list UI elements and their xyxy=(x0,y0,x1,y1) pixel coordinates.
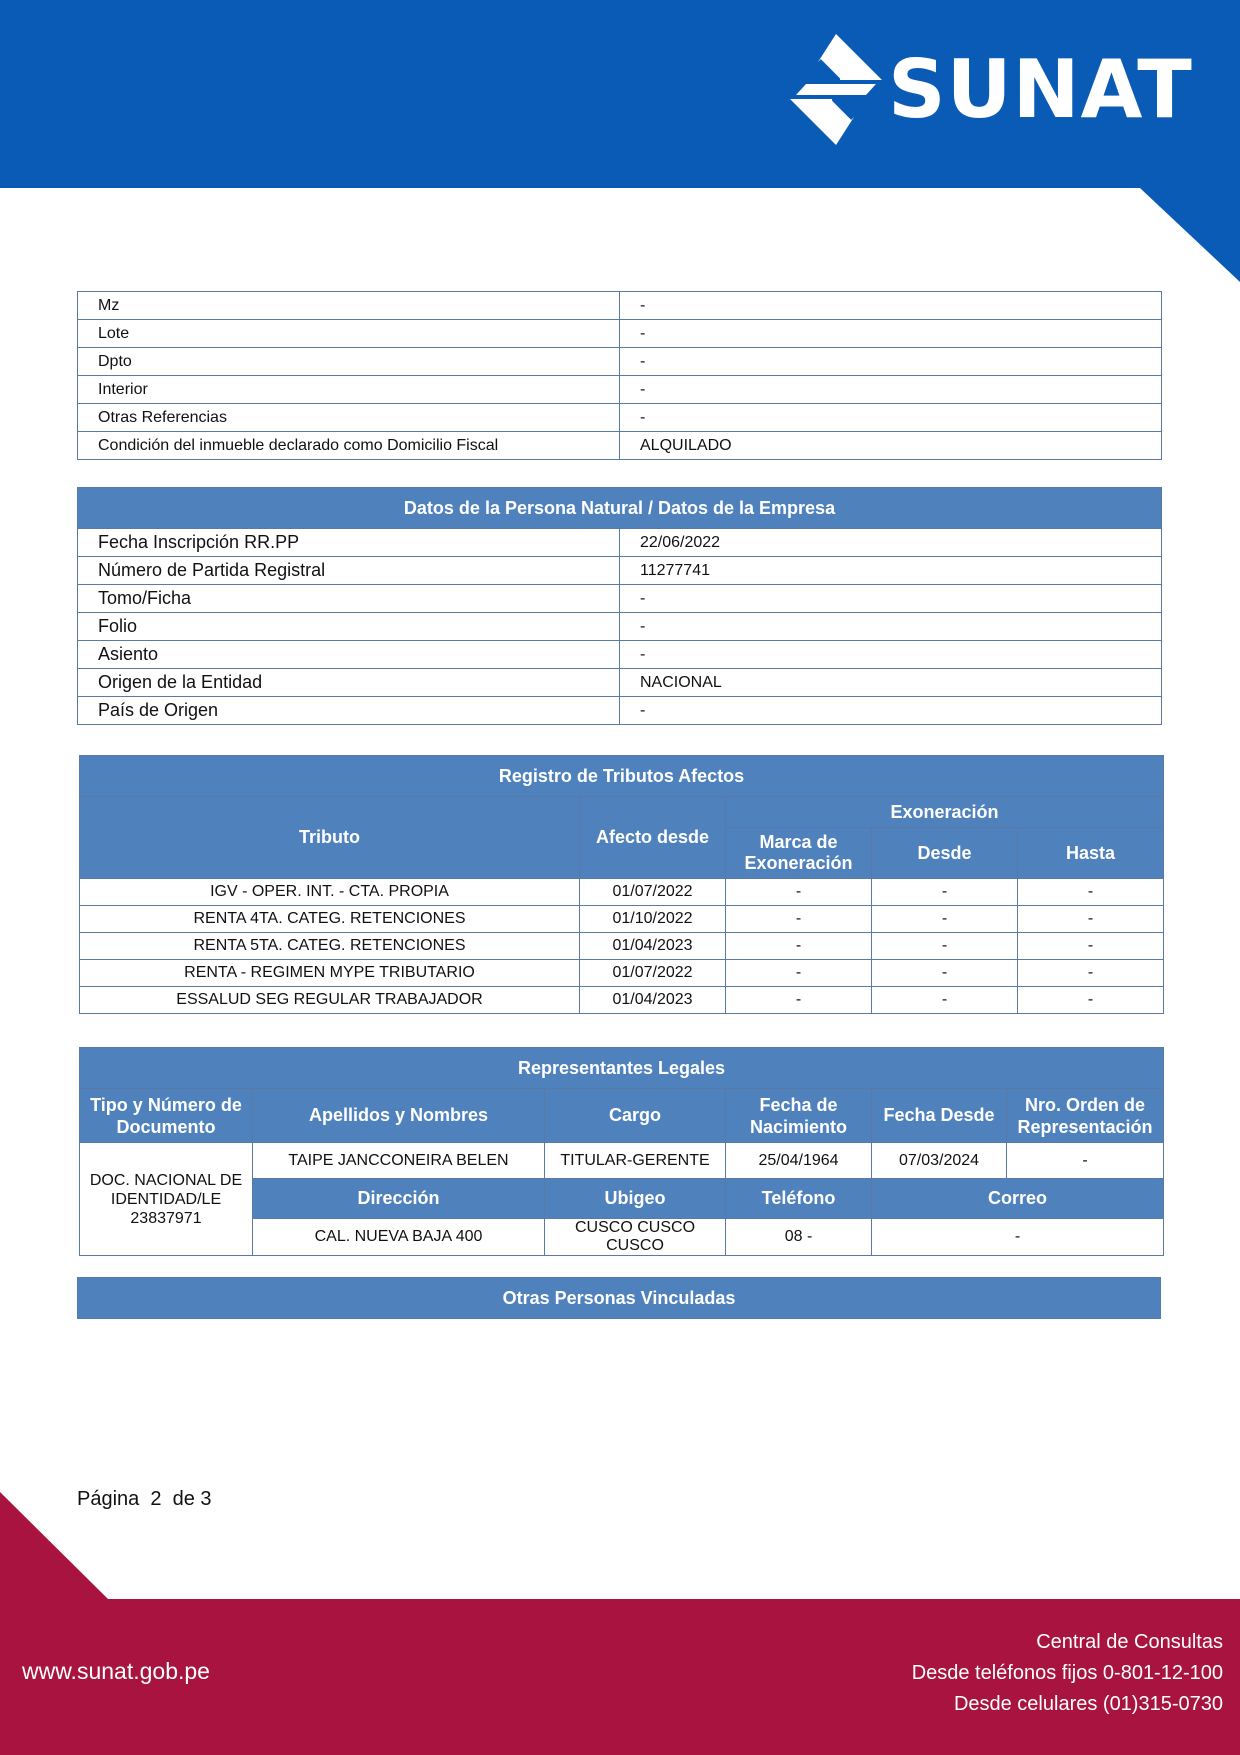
otras-title: Otras Personas Vinculadas xyxy=(78,1278,1161,1319)
hasta-cell: - xyxy=(1018,987,1164,1014)
nro-orden-cell: - xyxy=(1007,1143,1164,1179)
table-row xyxy=(78,529,1162,557)
row-value: - xyxy=(620,376,1162,404)
row-label: Lote xyxy=(78,320,620,348)
table-row xyxy=(78,669,1162,697)
persona-table xyxy=(77,487,1162,725)
col-header-hasta: Hasta xyxy=(1018,828,1164,879)
afecto-cell: 01/07/2022 xyxy=(580,960,726,987)
row-label: Dpto xyxy=(78,348,620,376)
tributo-cell: RENTA 4TA. CATEG. RETENCIONES xyxy=(80,906,580,933)
table-row xyxy=(78,697,1162,725)
persona-title: Datos de la Persona Natural / Datos de la Empresa xyxy=(78,488,1162,529)
row-value: - xyxy=(620,320,1162,348)
direccion-cell: CAL. NUEVA BAJA 400 xyxy=(253,1219,545,1256)
correo-cell: - xyxy=(872,1219,1164,1256)
hasta-cell: - xyxy=(1018,879,1164,906)
row-label: Interior xyxy=(78,376,620,404)
row-label: Otras Referencias xyxy=(78,404,620,432)
afecto-cell: 01/04/2023 xyxy=(580,933,726,960)
row-label: País de Origen xyxy=(78,697,620,725)
afecto-cell: 01/07/2022 xyxy=(580,879,726,906)
table-row xyxy=(78,641,1162,669)
row-value: - xyxy=(620,292,1162,320)
table-row xyxy=(78,376,1162,404)
marca-cell: - xyxy=(726,879,872,906)
row-value: 22/06/2022 xyxy=(620,529,1162,557)
row-label: Fecha Inscripción RR.PP xyxy=(78,529,620,557)
table-row xyxy=(78,557,1162,585)
table-row xyxy=(78,613,1162,641)
desde-cell: - xyxy=(872,987,1018,1014)
tributo-cell: RENTA - REGIMEN MYPE TRIBUTARIO xyxy=(80,960,580,987)
col-header-ubigeo: Ubigeo xyxy=(545,1179,726,1219)
row-label: Mz xyxy=(78,292,620,320)
sunat-logo xyxy=(788,32,1193,147)
col-header-nro-orden: Nro. Orden de Representación xyxy=(1007,1089,1164,1143)
table-row xyxy=(78,432,1162,460)
table-row xyxy=(80,933,1164,960)
hasta-cell: - xyxy=(1018,960,1164,987)
row-label: Asiento xyxy=(78,641,620,669)
ubigeo-cell: CUSCO CUSCO CUSCO xyxy=(545,1219,726,1256)
table-row xyxy=(80,879,1164,906)
row-value: - xyxy=(620,613,1162,641)
row-label: Tomo/Ficha xyxy=(78,585,620,613)
row-value: ALQUILADO xyxy=(620,432,1162,460)
fecha-desde-cell: 07/03/2024 xyxy=(872,1143,1007,1179)
table-row xyxy=(80,960,1164,987)
hasta-cell: - xyxy=(1018,933,1164,960)
col-header-tipo-doc: Tipo y Número de Documento xyxy=(80,1089,253,1143)
footer-url-link[interactable]: www.sunat.gob.pe xyxy=(22,1658,210,1684)
marca-cell: - xyxy=(726,933,872,960)
col-header-fecha-nac: Fecha de Nacimiento xyxy=(726,1089,872,1143)
row-value: - xyxy=(620,348,1162,376)
logo-text: SUNAT xyxy=(888,42,1193,136)
fecha-nac-cell: 25/04/1964 xyxy=(726,1143,872,1179)
col-header-telefono: Teléfono xyxy=(726,1179,872,1219)
marca-cell: - xyxy=(726,960,872,987)
footer-contact xyxy=(912,1627,1223,1720)
col-header-direccion: Dirección xyxy=(253,1179,545,1219)
col-header-apellidos: Apellidos y Nombres xyxy=(253,1089,545,1143)
table-row xyxy=(78,292,1162,320)
footer-line: Central de Consultas xyxy=(1036,1631,1223,1653)
col-header-tributo: Tributo xyxy=(80,797,580,879)
row-label: Folio xyxy=(78,613,620,641)
row-value: - xyxy=(620,404,1162,432)
desde-cell: - xyxy=(872,960,1018,987)
footer-line: Desde celulares (01)315-0730 xyxy=(953,1693,1223,1715)
table-row xyxy=(78,348,1162,376)
row-label: Origen de la Entidad xyxy=(78,669,620,697)
representantes-title: Representantes Legales xyxy=(80,1048,1164,1089)
col-header-desde: Desde xyxy=(872,828,1018,879)
desde-cell: - xyxy=(872,933,1018,960)
footer-line: Desde teléfonos fijos 0-801-12-100 xyxy=(911,1662,1223,1684)
marca-cell: - xyxy=(726,987,872,1014)
row-value: - xyxy=(620,641,1162,669)
domicilio-table xyxy=(77,291,1162,460)
table-row xyxy=(78,585,1162,613)
cargo-cell: TITULAR-GERENTE xyxy=(545,1143,726,1179)
desde-cell: - xyxy=(872,879,1018,906)
col-header-exoneracion: Exoneración xyxy=(726,797,1164,828)
otras-personas-table xyxy=(77,1277,1161,1319)
apellidos-cell: TAIPE JANCCONEIRA BELEN xyxy=(253,1143,545,1179)
col-header-afecto-desde: Afecto desde xyxy=(580,797,726,879)
table-row xyxy=(80,987,1164,1014)
row-label: Condición del inmueble declarado como Domicilio Fiscal xyxy=(78,432,620,460)
row-label: Número de Partida Registral xyxy=(78,557,620,585)
representantes-table xyxy=(79,1047,1164,1256)
tributo-cell: IGV - OPER. INT. - CTA. PROPIA xyxy=(80,879,580,906)
desde-cell: - xyxy=(872,906,1018,933)
row-value: 11277741 xyxy=(620,557,1162,585)
tipo-doc-cell: DOC. NACIONAL DE IDENTIDAD/LE 23837971 xyxy=(80,1143,253,1256)
table-row xyxy=(78,320,1162,348)
tributos-title: Registro de Tributos Afectos xyxy=(80,756,1164,797)
sunat-logo-icon xyxy=(788,32,884,147)
col-header-cargo: Cargo xyxy=(545,1089,726,1143)
col-header-marca: Marca de Exoneración xyxy=(726,828,872,879)
table-row xyxy=(80,1143,1164,1179)
marca-cell: - xyxy=(726,906,872,933)
table-row xyxy=(80,906,1164,933)
telefono-cell: 08 - xyxy=(726,1219,872,1256)
tributo-cell: ESSALUD SEG REGULAR TRABAJADOR xyxy=(80,987,580,1014)
page-number: Página 2 de 3 xyxy=(77,1488,212,1510)
row-value: - xyxy=(620,585,1162,613)
row-value: NACIONAL xyxy=(620,669,1162,697)
tributo-cell: RENTA 5TA. CATEG. RETENCIONES xyxy=(80,933,580,960)
hasta-cell: - xyxy=(1018,906,1164,933)
afecto-cell: 01/10/2022 xyxy=(580,906,726,933)
row-value: - xyxy=(620,697,1162,725)
col-header-correo: Correo xyxy=(872,1179,1164,1219)
tributos-table xyxy=(79,755,1164,1014)
col-header-fecha-desde: Fecha Desde xyxy=(872,1089,1007,1143)
table-row xyxy=(78,404,1162,432)
afecto-cell: 01/04/2023 xyxy=(580,987,726,1014)
